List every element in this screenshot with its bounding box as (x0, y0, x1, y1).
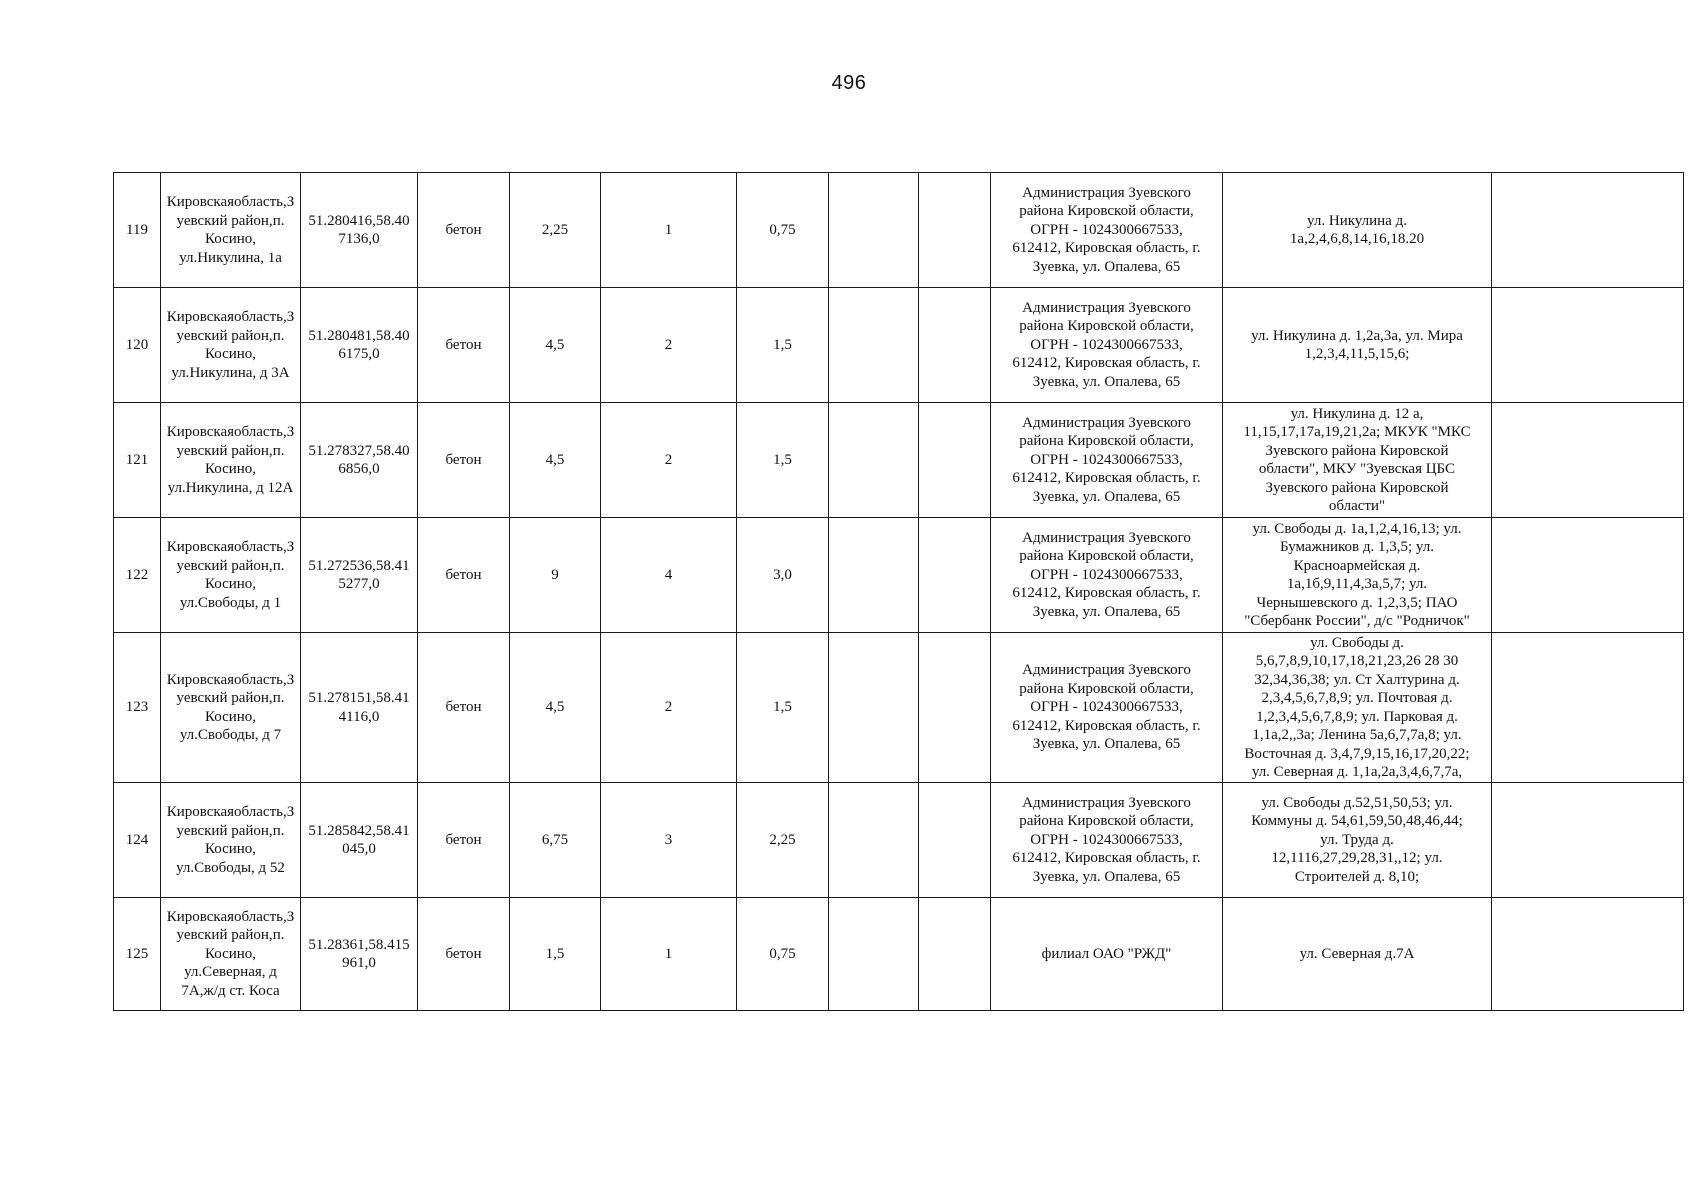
note-cell (1492, 633, 1684, 783)
surface-material-cell: бетон (418, 173, 510, 288)
empty-cell-b (919, 783, 991, 898)
empty-cell-b (919, 518, 991, 633)
container-volume-cell: 1,5 (737, 403, 829, 518)
container-count-cell: 2 (601, 288, 737, 403)
table-row (114, 173, 1684, 288)
waste-sources-cell-line: ул. Северная д. 1,1а,2а,3,4,6,7,7а, (1251, 764, 1463, 780)
container-count-cell: 1 (601, 898, 737, 1011)
owner-cell-line: Зуевка, ул. Опалева, 65 (1032, 736, 1181, 753)
area-cell: 4,5 (510, 403, 601, 518)
owner-cell-line: района Кировской области, (1019, 680, 1194, 697)
area-cell: 6,75 (510, 783, 601, 898)
owner-cell-line: Администрация Зуевского (1022, 529, 1191, 546)
coordinates-cell-line: 407136,0 (338, 212, 410, 247)
waste-sources-cell-line: области", МКУ "Зуевская ЦБС (1258, 461, 1456, 477)
container-volume-cell: 0,75 (737, 898, 829, 1011)
location-cell-line: п. Косино, ул. (176, 822, 285, 876)
owner-cell-line: 612412, Кировская область, г. (1012, 850, 1201, 867)
table-row (114, 898, 1684, 1011)
owner-cell-line: Зуевка, ул. Опалева, 65 (1032, 603, 1181, 620)
owner-cell-line: ОГРН - 1024300667533, (1030, 831, 1183, 848)
coordinates-cell (301, 173, 418, 288)
waste-sources-cell-line: ул. Свободы д. (1310, 634, 1404, 651)
owner-cell-line: района Кировской области, (1019, 813, 1194, 830)
location-cell-line: Зуевский район, (176, 671, 295, 706)
owner-cell-line: 612412, Кировская область, г. (1012, 717, 1201, 734)
table-row (114, 288, 1684, 403)
owner-cell-line: района Кировской области, (1019, 318, 1194, 335)
location-cell-line: Свободы, д 52 (194, 859, 285, 876)
owner-cell-line: района Кировской области, (1019, 433, 1194, 450)
empty-cell-a (829, 518, 919, 633)
owner-cell-line: Администрация Зуевского (1022, 299, 1191, 316)
coordinates-cell (301, 288, 418, 403)
container-volume-cell: 3,0 (737, 518, 829, 633)
container-volume-cell: 2,25 (737, 783, 829, 898)
waste-sources-cell-line: Бумажников д. 1,3,5; ул. (1280, 539, 1434, 555)
registry-body (114, 173, 1684, 1011)
owner-cell-line: района Кировской области, (1019, 203, 1194, 220)
waste-sources-cell (1223, 518, 1492, 633)
waste-sources-cell-line: 32,34,36,38; ул. Ст Халтурина д. (1254, 671, 1460, 688)
owner-cell-line: 612412, Кировская область, г. (1012, 240, 1201, 257)
location-cell-line: область, (234, 804, 287, 820)
row-number-cell: 121 (114, 403, 161, 518)
area-cell: 9 (510, 518, 601, 633)
container-count-cell: 1 (601, 173, 737, 288)
row-number-cell: 119 (114, 173, 161, 288)
empty-cell-a (829, 898, 919, 1011)
row-number-cell: 122 (114, 518, 161, 633)
surface-material-cell: бетон (418, 518, 510, 633)
coordinates-cell (301, 403, 418, 518)
owner-cell (991, 783, 1223, 898)
owner-cell (991, 403, 1223, 518)
waste-sources-cell (1223, 288, 1492, 403)
container-volume-cell: 1,5 (737, 633, 829, 783)
row-number-cell: 125 (114, 898, 161, 1011)
owner-cell-line: ОГРН - 1024300667533, (1030, 221, 1183, 238)
location-cell-line: Свободы, д 1 (197, 594, 282, 611)
location-cell-line: Зуевский район, (176, 804, 295, 839)
waste-sources-cell (1223, 633, 1492, 783)
location-cell-line: Северная, д 7А, (181, 964, 277, 999)
empty-cell-a (829, 288, 919, 403)
owner-cell-line: ОГРН - 1024300667533, (1030, 336, 1183, 353)
location-cell-line: Кировская (166, 539, 235, 555)
owner-cell (991, 633, 1223, 783)
location-cell-line: Никулина, д 3А (189, 364, 290, 381)
area-cell: 4,5 (510, 633, 601, 783)
location-cell-line: п. Косино, ул. (179, 212, 285, 266)
owner-cell (991, 898, 1223, 1011)
waste-sources-cell-line: 2,3,4,5,6,7,8,9; ул. Почтовая д. (1261, 690, 1453, 706)
note-cell (1492, 403, 1684, 518)
empty-cell-a (829, 403, 919, 518)
location-cell-line: область, (234, 309, 287, 325)
location-cell-line: область, (234, 539, 287, 555)
surface-material-cell: бетон (418, 633, 510, 783)
owner-cell-line: ОГРН - 1024300667533, (1030, 451, 1183, 468)
waste-sources-cell-line: 1а,2,4,6,8,14,16,18.20 (1289, 231, 1425, 247)
location-cell-line: Кировская (166, 309, 235, 325)
waste-sources-cell-line: 1а,1б,9,11,4,3а,5,7; ул. (1286, 576, 1428, 592)
note-cell (1492, 288, 1684, 403)
waste-sources-cell-line: Чернышевского д. 1,2,3,5; ПАО (1256, 594, 1458, 611)
coordinates-cell-line: 51.278327,58. (308, 442, 395, 459)
location-cell-line: п. Косино, ул. (184, 927, 285, 981)
row-number-cell: 124 (114, 783, 161, 898)
coordinates-cell (301, 518, 418, 633)
location-cell-line: Зуевский район, (176, 309, 295, 344)
waste-site-registry-table (113, 172, 1684, 1011)
coordinates-cell-line: 51.272536,58. (308, 557, 395, 574)
empty-cell-b (919, 898, 991, 1011)
empty-cell-a (829, 633, 919, 783)
waste-sources-cell-line: Строителей д. 8,10; (1294, 868, 1420, 885)
location-cell (161, 403, 301, 518)
surface-material-cell: бетон (418, 288, 510, 403)
owner-cell-line: Зуевка, ул. Опалева, 65 (1032, 868, 1181, 885)
location-cell-line: область, (234, 424, 287, 440)
location-cell-line: Свободы, д 7 (197, 727, 282, 743)
location-cell-line: Кировская (166, 424, 235, 440)
location-cell-line: Зуевский район, (176, 424, 295, 459)
owner-cell-line: Администрация Зуевского (1022, 184, 1191, 201)
coordinates-cell-line: 406856,0 (338, 442, 410, 477)
location-cell-line: п. Косино, ул. (167, 442, 285, 496)
coordinates-cell (301, 898, 418, 1011)
waste-sources-cell-line: 1,2,3,4,11,5,15,6; (1304, 346, 1410, 362)
coordinates-cell (301, 783, 418, 898)
location-cell-line: область, (234, 194, 287, 210)
waste-sources-cell-line: ул. Свободы д.52,51,50,53; ул. (1261, 794, 1453, 811)
owner-cell (991, 173, 1223, 288)
coordinates-cell (301, 633, 418, 783)
location-cell-line: п. Косино, ул. (179, 690, 285, 743)
coordinates-cell-line: 51.285842,58. (308, 822, 395, 839)
location-cell (161, 633, 301, 783)
page-number: 496 (831, 72, 867, 94)
table-row (114, 403, 1684, 518)
note-cell (1492, 898, 1684, 1011)
waste-sources-cell-line: 1,2,3,4,5,6,7,8,9; ул. Парковая д. (1256, 708, 1458, 725)
owner-cell-line: Администрация Зуевского (1022, 414, 1191, 431)
waste-sources-cell-line: ул. Северная д.7А (1299, 945, 1415, 962)
empty-cell-b (919, 403, 991, 518)
waste-sources-cell-line: 12,1116,27,29,28,31,,12; ул. (1271, 850, 1443, 867)
container-volume-cell: 1,5 (737, 288, 829, 403)
empty-cell-b (919, 173, 991, 288)
location-cell-line: ж/д ст. Коса (203, 982, 280, 999)
owner-cell (991, 288, 1223, 403)
waste-sources-cell-line: 11,15,17,17а,19,21,2а; МКУК "МКС (1243, 424, 1471, 440)
surface-material-cell: бетон (418, 783, 510, 898)
empty-cell-b (919, 288, 991, 403)
owner-cell (991, 518, 1223, 633)
owner-cell-line: филиал ОАО "РЖД" (1041, 945, 1172, 962)
owner-cell-line: Зуевка, ул. Опалева, 65 (1032, 258, 1181, 275)
empty-cell-a (829, 173, 919, 288)
waste-sources-cell-line: ул. Никулина д. 12 а, (1290, 405, 1424, 422)
waste-sources-cell (1223, 783, 1492, 898)
owner-cell-line: Зуевка, ул. Опалева, 65 (1032, 488, 1181, 505)
area-cell: 1,5 (510, 898, 601, 1011)
row-number-cell: 120 (114, 288, 161, 403)
table-row (114, 633, 1684, 783)
surface-material-cell: бетон (418, 898, 510, 1011)
waste-sources-cell-line: Зуевского района Кировской (1265, 479, 1449, 496)
container-volume-cell: 0,75 (737, 173, 829, 288)
note-cell (1492, 783, 1684, 898)
location-cell-line: Кировская (166, 908, 235, 925)
waste-sources-cell-line: ул. Никулина д. 1,2а,3а, ул. Мира (1251, 327, 1463, 344)
waste-sources-cell-line: ул. Труда д. (1320, 831, 1394, 848)
empty-cell-a (829, 783, 919, 898)
coordinates-cell-line: 415277,0 (338, 557, 410, 592)
coordinates-cell-line: 414116,0 (338, 690, 410, 725)
location-cell-line: Кировская (166, 804, 235, 820)
waste-sources-cell-line: Красноармейская д. (1293, 557, 1421, 574)
waste-sources-cell-line: ул. Свободы д. 1а,1,2,4,16,13; ул. (1252, 520, 1462, 537)
waste-sources-cell-line: Коммуны д. 54,61,59,50,48,46,44; (1251, 813, 1463, 830)
location-cell-line: Никулина, 1а (197, 249, 282, 266)
owner-cell-line: Администрация Зуевского (1022, 794, 1191, 811)
container-count-cell: 4 (601, 518, 737, 633)
owner-cell-line: ОГРН - 1024300667533, (1030, 566, 1183, 583)
owner-cell-line: 612412, Кировская область, г. (1012, 470, 1201, 487)
coordinates-cell-line: 51.278151,58. (308, 690, 395, 706)
owner-cell-line: ОГРН - 1024300667533, (1030, 699, 1183, 716)
table-row (114, 783, 1684, 898)
location-cell-line: п. Косино, ул. (171, 327, 285, 381)
surface-material-cell: бетон (418, 403, 510, 518)
empty-cell-b (919, 633, 991, 783)
coordinates-cell-line: 51.280481,58. (308, 327, 395, 344)
location-cell-line: область, (234, 671, 287, 688)
owner-cell-line: 612412, Кировская область, г. (1012, 585, 1201, 602)
location-cell (161, 173, 301, 288)
coordinates-cell-line: 406175,0 (338, 327, 410, 362)
waste-sources-cell-line: ул. Никулина д. (1307, 212, 1407, 229)
coordinates-cell-line: 15961,0 (342, 936, 410, 971)
container-count-cell: 2 (601, 403, 737, 518)
owner-cell-line: Администрация Зуевского (1022, 662, 1191, 679)
location-cell (161, 898, 301, 1011)
note-cell (1492, 518, 1684, 633)
waste-sources-cell (1223, 898, 1492, 1011)
waste-sources-cell-line: Зуевского района Кировской (1265, 442, 1449, 459)
table-row (114, 518, 1684, 633)
location-cell (161, 518, 301, 633)
waste-sources-cell-line: Восточная д. 3,4,7,9,15,16,17,20,22; (1244, 745, 1470, 762)
location-cell-line: область, (234, 908, 287, 925)
location-cell-line: Зуевский район, (176, 539, 295, 574)
area-cell: 2,25 (510, 173, 601, 288)
location-cell-line: Кировская (166, 671, 235, 688)
waste-sources-cell-line: "Сбербанк России", д/с "Родничок" (1244, 613, 1470, 629)
location-cell-line: Никулина, д 12А (185, 479, 294, 496)
coordinates-cell-line: 41045,0 (342, 822, 410, 857)
container-count-cell: 2 (601, 633, 737, 783)
container-count-cell: 3 (601, 783, 737, 898)
waste-sources-cell-line: 1,1а,2,,3а; Ленина 5а,6,7,7а,8; ул. (1252, 727, 1462, 743)
location-cell-line: п. Косино, ул. (179, 557, 285, 611)
area-cell: 4,5 (510, 288, 601, 403)
owner-cell-line: 612412, Кировская область, г. (1012, 355, 1201, 372)
owner-cell-line: района Кировской области, (1019, 548, 1194, 565)
waste-sources-cell-line: области" (1328, 498, 1386, 514)
location-cell-line: Зуевский район, (176, 908, 295, 944)
coordinates-cell-line: 51.28361,58.4 (308, 936, 395, 953)
coordinates-cell-line: 51.280416,58. (308, 212, 395, 229)
waste-sources-cell (1223, 403, 1492, 518)
owner-cell-line: Зуевка, ул. Опалева, 65 (1032, 373, 1181, 390)
waste-sources-cell (1223, 173, 1492, 288)
location-cell (161, 783, 301, 898)
row-number-cell: 123 (114, 633, 161, 783)
location-cell-line: Зуевский район, (176, 194, 295, 229)
location-cell-line: Кировская (166, 194, 235, 210)
location-cell (161, 288, 301, 403)
note-cell (1492, 173, 1684, 288)
waste-sources-cell-line: 5,6,7,8,9,10,17,18,21,23,26 28 30 (1255, 653, 1459, 669)
